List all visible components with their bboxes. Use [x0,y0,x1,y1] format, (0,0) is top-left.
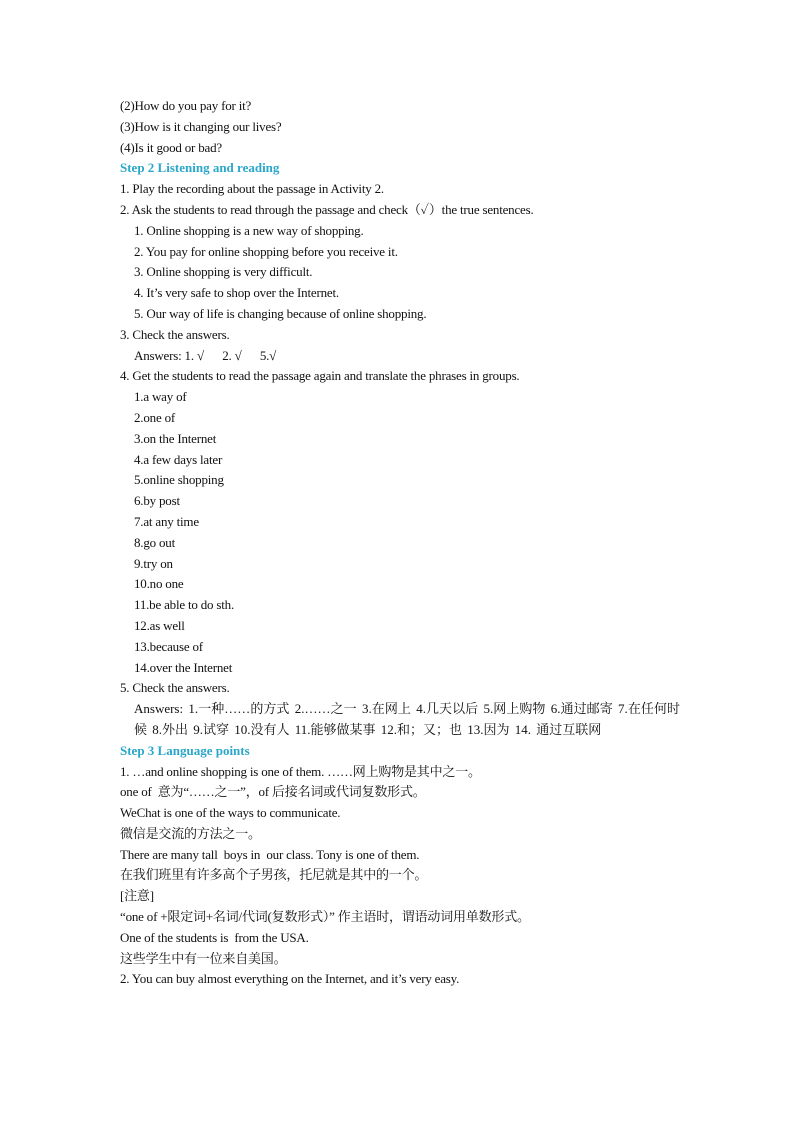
list-item: 5.online shopping [134,472,224,488]
text-line: 2. You can buy almost everything on the Internet, and it’s very easy. [120,971,460,987]
list-item: 4.a few days later [134,451,223,467]
text-line: “one of +限定词+名词/代词(复数形式）” 作主语时，谓语动词用单数形式。 [120,909,530,925]
text-line: (3)How is it changing our lives? [120,118,282,134]
text-line: (2)How do you pay for it? [120,98,252,113]
list-item: Answers: 1. √ 2. √ 5.√ [134,347,277,363]
document-body [120,96,680,990]
list-item: 9.try on [134,555,173,571]
section-heading: Step 3 Language points [120,742,250,758]
document-page [120,96,680,990]
list-item: 3.on the Internet [134,430,217,446]
list-item: 1.a way of [134,389,187,405]
text-line: 微信是交流的方法之一。 [120,825,261,841]
section-heading: Step 2 Listening and reading [120,160,280,176]
answer-key: Answers: 1.一种……的方式 2.……之一 3.在网上 4.几天以后 5.网上购物 6.通过邮寄 7.在任何时候 8.外出 9.试穿 10.没有人 11.能够做某事 12.和；又；也 13.因为 14. 通过互联网 [134,701,680,737]
list-item: 14.over the Internet [134,659,233,675]
list-item: 12.as well [134,617,185,633]
list-item: 8.go out [134,534,176,550]
list-item: 5. Our way of life is changing because of online shopping. [134,305,427,321]
list-item: 7.at any time [134,513,199,529]
text-line: 2. Ask the students to read through the passage and check（✓）the true sentences. [120,201,534,217]
text-line: 1. …and online shopping is one of them. ……网上购物是其中之一。 [120,763,481,779]
text-line: WeChat is one of the ways to communicate. [120,805,341,821]
list-item: 6.by post [134,493,180,509]
text-line: [注意] [120,888,154,904]
text-line: 1. Play the recording about the passage in Activity 2. [120,181,384,197]
text-line: 5. Check the answers. [120,680,230,696]
text-line: one of 意为“……之一”，of 后接名词或代词复数形式。 [120,784,426,800]
list-item: 10.no one [134,576,184,592]
text-line: 这些学生中有一位来自美国。 [120,950,287,966]
text-line: 在我们班里有许多高个子男孩，托尼就是其中的一个。 [120,867,428,883]
text-line: 4. Get the students to read the passage again and translate the phrases in groups. [120,368,520,384]
list-item: 4. It’s very safe to shop over the Internet. [134,285,339,301]
list-item: 3. Online shopping is very difficult. [134,264,313,280]
text-line: There are many tall boys in our class. Tony is one of them. [120,846,420,862]
list-item: 13.because of [134,638,203,654]
list-item: 1. Online shopping is a new way of shopping. [134,222,364,238]
list-item: 11.be able to do sth. [134,597,235,613]
text-line: (4)Is it good or bad? [120,139,222,155]
text-line: 3. Check the answers. [120,326,230,342]
text-line: One of the students is from the USA. [120,929,309,945]
list-item: 2.one of [134,409,175,425]
list-item: 2. You pay for online shopping before you receive it. [134,243,398,259]
